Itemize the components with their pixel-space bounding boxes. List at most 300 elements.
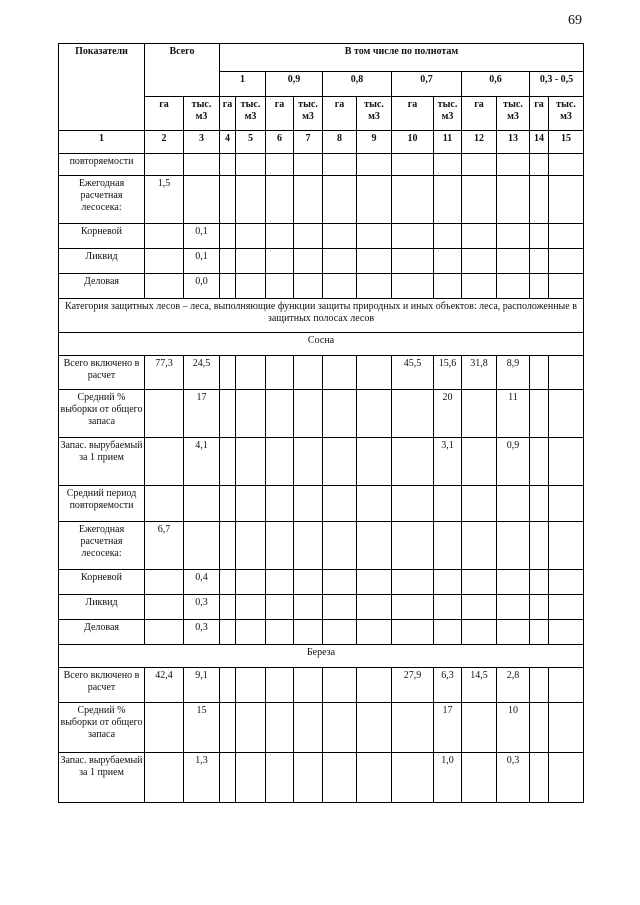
cell-value — [357, 176, 392, 224]
cell-value — [323, 668, 357, 703]
cell-value — [530, 668, 549, 703]
cell-value — [220, 274, 236, 299]
header-unit-ha: га — [220, 97, 236, 131]
cell-value: 11 — [497, 390, 530, 438]
cell-value — [323, 438, 357, 486]
cell-value — [266, 522, 294, 570]
cell-value — [220, 753, 236, 803]
cell-value — [497, 249, 530, 274]
cell-value — [530, 154, 549, 176]
cell-value — [294, 176, 323, 224]
column-number: 12 — [462, 131, 497, 154]
cell-value: 20 — [434, 390, 462, 438]
cell-value: 0,1 — [184, 249, 220, 274]
cell-value — [434, 522, 462, 570]
cell-value — [145, 274, 184, 299]
cell-value — [549, 356, 584, 390]
cell-value — [145, 620, 184, 645]
cell-value: 15,6 — [434, 356, 462, 390]
cell-value — [294, 522, 323, 570]
cell-value — [294, 753, 323, 803]
cell-value — [236, 486, 266, 522]
cell-value — [497, 595, 530, 620]
cell-value — [462, 522, 497, 570]
cell-value — [266, 249, 294, 274]
cell-value: 10 — [497, 703, 530, 753]
row-label: Деловая — [59, 620, 145, 645]
header-unit-ha: га — [145, 97, 184, 131]
cell-value — [294, 486, 323, 522]
cell-value — [294, 274, 323, 299]
column-number: 4 — [220, 131, 236, 154]
cell-value — [294, 703, 323, 753]
cell-value — [530, 390, 549, 438]
cell-value — [323, 154, 357, 176]
cell-value — [462, 438, 497, 486]
header-unit-ha: га — [462, 97, 497, 131]
cell-value — [184, 522, 220, 570]
cell-value — [323, 620, 357, 645]
cell-value: 2,8 — [497, 668, 530, 703]
cell-value — [357, 486, 392, 522]
cell-value — [549, 595, 584, 620]
cell-value — [530, 486, 549, 522]
cell-value — [392, 390, 434, 438]
cell-value — [497, 274, 530, 299]
cell-value — [549, 620, 584, 645]
row-label: Ежегодная расчетная лесосека: — [59, 176, 145, 224]
cell-value — [434, 620, 462, 645]
cell-value — [145, 753, 184, 803]
table-row — [59, 570, 584, 595]
cell-value — [530, 224, 549, 249]
column-number: 11 — [434, 131, 462, 154]
cell-value — [266, 176, 294, 224]
cell-value — [392, 224, 434, 249]
cell-value — [184, 486, 220, 522]
cell-value — [323, 703, 357, 753]
cell-value — [357, 356, 392, 390]
cell-value — [549, 703, 584, 753]
cell-value — [530, 703, 549, 753]
cell-value — [266, 703, 294, 753]
cell-value — [497, 486, 530, 522]
cell-value — [392, 274, 434, 299]
cell-value: 1,3 — [184, 753, 220, 803]
cell-value: 0,9 — [497, 438, 530, 486]
table-row — [59, 154, 584, 176]
cell-value — [549, 570, 584, 595]
cell-value — [220, 486, 236, 522]
row-label: Ликвид — [59, 595, 145, 620]
cell-value — [497, 620, 530, 645]
cell-value — [323, 595, 357, 620]
header-unit-th-m3: тыс. м3 — [434, 97, 462, 131]
cell-value — [266, 154, 294, 176]
header-unit-th-m3: тыс. м3 — [497, 97, 530, 131]
header-unit-ha: га — [323, 97, 357, 131]
cell-value — [462, 620, 497, 645]
cell-value: 0,3 — [184, 620, 220, 645]
cell-value — [462, 486, 497, 522]
header-density-0-9: 0,9 — [266, 72, 323, 97]
cell-value — [266, 390, 294, 438]
cell-value — [323, 390, 357, 438]
cell-value — [549, 390, 584, 438]
category-caption: Категория защитных лесов – леса, выполняющие функции защиты природных и иных объектов: леса, расположенные в защитных полосах лесов — [59, 299, 584, 333]
cell-value — [530, 274, 549, 299]
cell-value — [357, 224, 392, 249]
cell-value — [220, 703, 236, 753]
cell-value — [392, 486, 434, 522]
row-label: повторяемости — [59, 154, 145, 176]
cell-value — [434, 249, 462, 274]
cell-value: 27,9 — [392, 668, 434, 703]
cell-value — [145, 224, 184, 249]
cell-value — [549, 224, 584, 249]
cell-value — [220, 390, 236, 438]
cell-value — [549, 522, 584, 570]
cell-value — [530, 438, 549, 486]
cell-value — [220, 438, 236, 486]
cell-value — [236, 438, 266, 486]
cell-value — [294, 249, 323, 274]
cell-value — [236, 703, 266, 753]
cell-value — [294, 570, 323, 595]
cell-value — [266, 224, 294, 249]
cell-value — [530, 522, 549, 570]
cell-value — [357, 390, 392, 438]
column-number: 6 — [266, 131, 294, 154]
table-row — [59, 274, 584, 299]
row-label: Всего включено в расчет — [59, 356, 145, 390]
cell-value — [462, 176, 497, 224]
cell-value — [392, 753, 434, 803]
cell-value — [266, 595, 294, 620]
cell-value — [497, 522, 530, 570]
cell-value — [323, 176, 357, 224]
page-number: 69 — [568, 13, 582, 28]
cell-value — [145, 595, 184, 620]
cell-value — [184, 154, 220, 176]
cell-value — [220, 522, 236, 570]
cell-value — [462, 224, 497, 249]
cell-value — [236, 570, 266, 595]
cell-value — [294, 620, 323, 645]
table-row — [59, 176, 584, 224]
cell-value — [549, 668, 584, 703]
cell-value — [236, 753, 266, 803]
cell-value — [294, 438, 323, 486]
cell-value — [145, 154, 184, 176]
cell-value — [549, 176, 584, 224]
cell-value: 3,1 — [434, 438, 462, 486]
cell-value — [357, 620, 392, 645]
cell-value: 9,1 — [184, 668, 220, 703]
cell-value — [323, 356, 357, 390]
table-row — [59, 595, 584, 620]
cell-value — [497, 154, 530, 176]
column-number: 9 — [357, 131, 392, 154]
cell-value: 4,1 — [184, 438, 220, 486]
cell-value — [549, 274, 584, 299]
cell-value — [266, 274, 294, 299]
cell-value — [236, 522, 266, 570]
cell-value — [357, 154, 392, 176]
cell-value — [294, 224, 323, 249]
cell-value — [530, 570, 549, 595]
cell-value — [323, 753, 357, 803]
cell-value — [392, 703, 434, 753]
cell-value — [549, 154, 584, 176]
category-caption-row — [59, 299, 584, 333]
cell-value — [357, 753, 392, 803]
row-label: Ликвид — [59, 249, 145, 274]
table-row — [59, 753, 584, 803]
cell-value — [549, 438, 584, 486]
cell-value — [145, 703, 184, 753]
cell-value — [266, 356, 294, 390]
cell-value — [220, 595, 236, 620]
header-indicators: Показатели — [59, 44, 145, 131]
cell-value — [497, 224, 530, 249]
column-number: 7 — [294, 131, 323, 154]
cell-value — [462, 274, 497, 299]
cell-value — [530, 753, 549, 803]
column-number: 5 — [236, 131, 266, 154]
table-row — [59, 438, 584, 486]
cell-value — [462, 753, 497, 803]
cell-value — [220, 356, 236, 390]
cell-value — [236, 274, 266, 299]
cell-value — [392, 176, 434, 224]
cell-value: 17 — [434, 703, 462, 753]
cell-value — [392, 154, 434, 176]
cell-value — [357, 703, 392, 753]
cell-value — [220, 249, 236, 274]
cell-value — [266, 753, 294, 803]
cell-value — [220, 570, 236, 595]
cell-value — [462, 703, 497, 753]
section-title-birch-row — [59, 645, 584, 668]
cell-value — [392, 438, 434, 486]
header-density-0-6: 0,6 — [462, 72, 530, 97]
column-number: 1 — [59, 131, 145, 154]
cell-value — [266, 438, 294, 486]
cell-value — [497, 570, 530, 595]
row-label: Деловая — [59, 274, 145, 299]
cell-value — [184, 176, 220, 224]
cell-value: 17 — [184, 390, 220, 438]
cell-value: 0,3 — [184, 595, 220, 620]
cell-value — [357, 595, 392, 620]
cell-value — [236, 249, 266, 274]
row-label: Корневой — [59, 224, 145, 249]
cell-value — [392, 620, 434, 645]
cell-value: 1,0 — [434, 753, 462, 803]
cell-value — [145, 486, 184, 522]
cell-value — [549, 486, 584, 522]
header-unit-th-m3: тыс. м3 — [294, 97, 323, 131]
cell-value: 1,5 — [145, 176, 184, 224]
cell-value — [392, 522, 434, 570]
cell-value — [294, 154, 323, 176]
cell-value — [236, 224, 266, 249]
column-number: 13 — [497, 131, 530, 154]
cell-value — [323, 224, 357, 249]
cell-value — [462, 595, 497, 620]
header-density-0-8: 0,8 — [323, 72, 392, 97]
cell-value — [392, 595, 434, 620]
cell-value: 6,3 — [434, 668, 462, 703]
cell-value — [236, 356, 266, 390]
cell-value — [236, 154, 266, 176]
cell-value — [549, 753, 584, 803]
column-number: 10 — [392, 131, 434, 154]
cell-value: 0,3 — [497, 753, 530, 803]
header-density-0-3-0-5: 0,3 - 0,5 — [530, 72, 584, 97]
cell-value — [434, 176, 462, 224]
cell-value — [549, 249, 584, 274]
cell-value — [220, 176, 236, 224]
cell-value — [462, 249, 497, 274]
density-table — [58, 43, 584, 803]
header-unit-ha: га — [392, 97, 434, 131]
cell-value — [145, 249, 184, 274]
table-row — [59, 522, 584, 570]
cell-value — [357, 522, 392, 570]
row-label: Запас. вырубаемый за 1 прием — [59, 753, 145, 803]
header-unit-th-m3: тыс. м3 — [236, 97, 266, 131]
cell-value — [323, 522, 357, 570]
row-label: Средний % выборки от общего запаса — [59, 703, 145, 753]
cell-value — [236, 390, 266, 438]
header-by-density: В том числе по полнотам — [220, 44, 584, 72]
table-row — [59, 620, 584, 645]
header-unit-ha: га — [266, 97, 294, 131]
column-number: 14 — [530, 131, 549, 154]
cell-value — [434, 570, 462, 595]
cell-value — [357, 438, 392, 486]
cell-value — [236, 595, 266, 620]
cell-value: 0,1 — [184, 224, 220, 249]
row-label: Средний период повторяемости — [59, 486, 145, 522]
cell-value — [357, 249, 392, 274]
column-number: 3 — [184, 131, 220, 154]
cell-value — [530, 620, 549, 645]
cell-value: 6,7 — [145, 522, 184, 570]
cell-value — [220, 154, 236, 176]
cell-value: 77,3 — [145, 356, 184, 390]
cell-value — [323, 486, 357, 522]
cell-value — [220, 668, 236, 703]
cell-value: 8,9 — [497, 356, 530, 390]
header-unit-th-m3: тыс. м3 — [184, 97, 220, 131]
cell-value — [145, 570, 184, 595]
cell-value — [220, 224, 236, 249]
column-number: 15 — [549, 131, 584, 154]
cell-value — [323, 570, 357, 595]
cell-value: 42,4 — [145, 668, 184, 703]
table-row — [59, 249, 584, 274]
cell-value: 14,5 — [462, 668, 497, 703]
column-number: 8 — [323, 131, 357, 154]
cell-value — [220, 620, 236, 645]
cell-value — [462, 570, 497, 595]
cell-value — [236, 176, 266, 224]
row-label: Средний % выборки от общего запаса — [59, 390, 145, 438]
header-unit-th-m3: тыс. м3 — [357, 97, 392, 131]
cell-value — [434, 224, 462, 249]
table-row — [59, 390, 584, 438]
header-density-0-7: 0,7 — [392, 72, 462, 97]
cell-value: 45,5 — [392, 356, 434, 390]
cell-value — [236, 668, 266, 703]
section-title-pine-row — [59, 333, 584, 356]
cell-value — [530, 176, 549, 224]
cell-value — [294, 595, 323, 620]
cell-value — [323, 249, 357, 274]
cell-value — [266, 620, 294, 645]
section-title-birch: Береза — [59, 645, 584, 668]
cell-value — [294, 390, 323, 438]
cell-value — [530, 595, 549, 620]
cell-value — [145, 390, 184, 438]
header-total: Всего — [145, 44, 220, 97]
cell-value — [434, 486, 462, 522]
cell-value — [236, 620, 266, 645]
cell-value — [145, 438, 184, 486]
cell-value: 0,4 — [184, 570, 220, 595]
cell-value: 15 — [184, 703, 220, 753]
cell-value — [434, 595, 462, 620]
row-label: Корневой — [59, 570, 145, 595]
cell-value — [530, 356, 549, 390]
section-title-pine: Сосна — [59, 333, 584, 356]
cell-value — [294, 668, 323, 703]
cell-value — [462, 154, 497, 176]
cell-value — [357, 570, 392, 595]
cell-value — [266, 570, 294, 595]
cell-value: 24,5 — [184, 356, 220, 390]
cell-value: 0,0 — [184, 274, 220, 299]
table-row — [59, 356, 584, 390]
cell-value — [392, 249, 434, 274]
header-density-1: 1 — [220, 72, 266, 97]
cell-value — [357, 274, 392, 299]
column-number: 2 — [145, 131, 184, 154]
cell-value: 31,8 — [462, 356, 497, 390]
cell-value — [294, 356, 323, 390]
row-label: Всего включено в расчет — [59, 668, 145, 703]
table-row — [59, 668, 584, 703]
cell-value — [266, 486, 294, 522]
cell-value — [392, 570, 434, 595]
table-row — [59, 703, 584, 753]
cell-value — [434, 154, 462, 176]
cell-value — [357, 668, 392, 703]
header-unit-ha: га — [530, 97, 549, 131]
header-unit-th-m3: тыс. м3 — [549, 97, 584, 131]
cell-value — [266, 668, 294, 703]
cell-value — [530, 249, 549, 274]
cell-value — [497, 176, 530, 224]
row-label: Запас. вырубаемый за 1 прием — [59, 438, 145, 486]
cell-value — [323, 274, 357, 299]
table-row — [59, 486, 584, 522]
cell-value — [462, 390, 497, 438]
row-label: Ежегодная расчетная лесосека: — [59, 522, 145, 570]
